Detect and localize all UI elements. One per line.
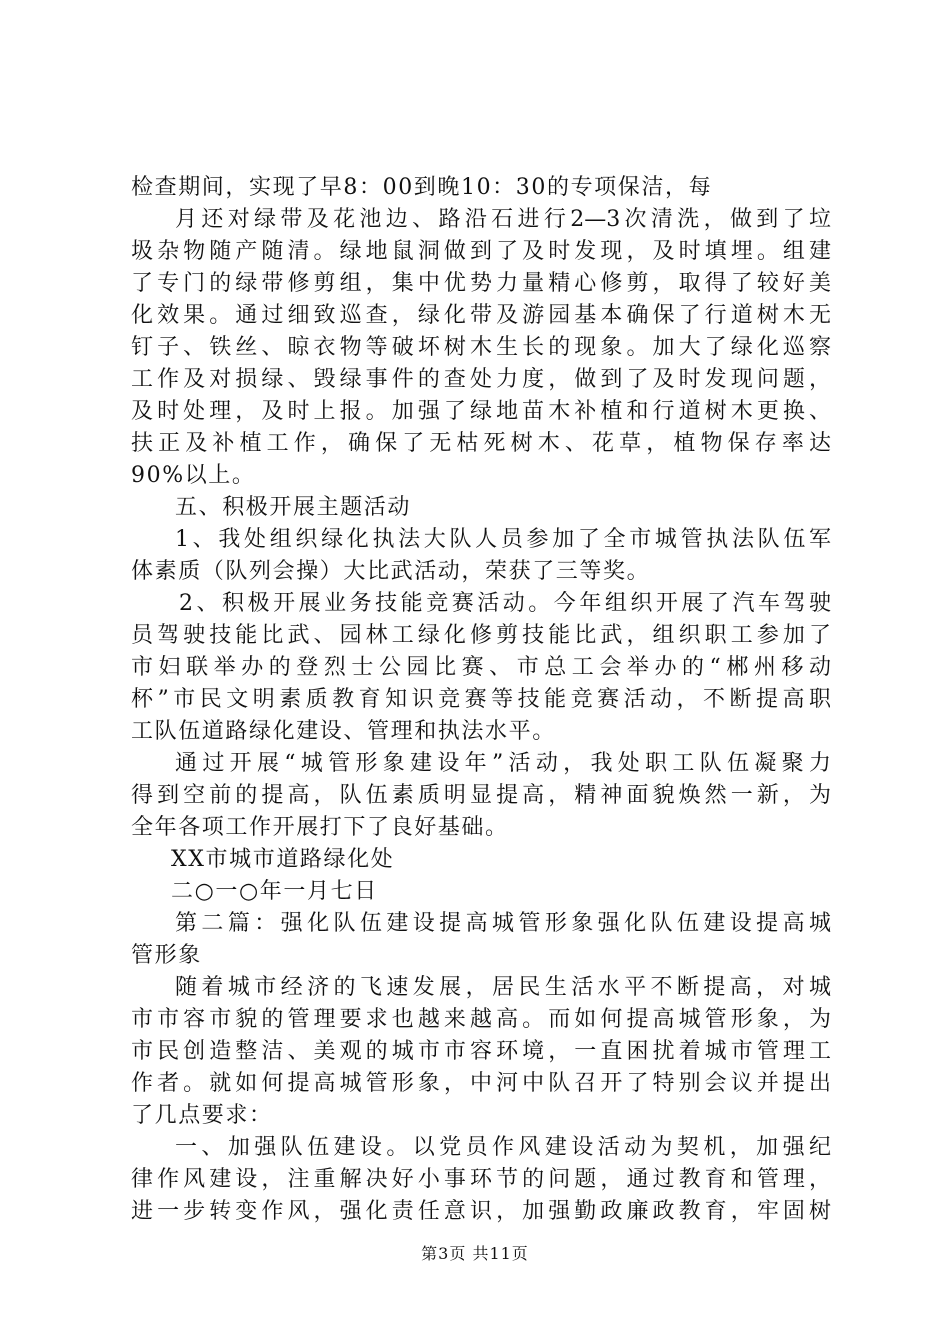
text-line: 市妇联举办的登烈士公园比赛、市总工会举办的“郴州移动 [131,655,831,680]
text-line: 员驾驶技能比武、园林工绿化修剪技能比武，组织职工参加了 [131,623,831,648]
text-line: 2、积极开展业务技能竞赛活动。今年组织开展了汽车驾驶 [179,591,831,616]
text-line: 月还对绿带及花池边、路沿石进行2—3次清洗，做到了垃 [175,207,831,232]
text-line: 1、我处组织绿化执法大队人员参加了全市城管执法队伍军 [175,527,831,552]
text-line: 得到空前的提高，队伍素质明显提高，精神面貌焕然一新，为 [131,783,831,808]
text-line: 检查期间，实现了早8：00到晚10：30的专项保洁，每 [131,175,713,200]
document-body [131,172,831,1228]
text-line: 律作风建设，注重解决好小事环节的问题，通过教育和管理， [131,1167,831,1192]
text-line: 工作及对损绿、毁绿事件的查处力度，做到了及时发现问题， [131,367,831,392]
text-line: 市市容市貌的管理要求也越来越高。而如何提高城管形象，为 [131,1007,831,1032]
text-line: 全年各项工作开展打下了良好基础。 [131,815,509,840]
text-line: 杯”市民文明素质教育知识竞赛等技能竞赛活动，不断提高职 [131,687,831,712]
section-heading: 五、积极开展主题活动 [175,495,412,520]
text-line: 市民创造整洁、美观的城市市容环境，一直困扰着城市管理工 [131,1039,831,1064]
text-line: 通过开展“城管形象建设年”活动，我处职工队伍凝聚力 [175,751,831,776]
signature-organization: XX市城市道路绿化处 [171,847,395,872]
text-line: 及时处理，及时上报。加强了绿地苗木补植和行道树木更换、 [131,399,831,424]
text-line: 扶正及补植工作，确保了无枯死树木、花草，植物保存率达 [131,431,831,456]
text-line: 圾杂物随产随清。绿地鼠洞做到了及时发现，及时填埋。组建 [131,239,831,264]
text-line: 90%以上。 [131,463,256,488]
chapter-title: 管形象 [131,943,202,968]
text-line: 化效果。通过细致巡查，绿化带及游园基本确保了行道树木无 [131,303,831,328]
text-line: 了专门的绿带修剪组，集中优势力量精心修剪，取得了较好美 [131,271,831,296]
text-line: 进一步转变作风，强化责任意识，加强勤政廉政教育，牢固树 [131,1199,831,1224]
text-line: 作者。就如何提高城管形象，中河中队召开了特别会议并提出 [131,1071,831,1096]
text-line: 随着城市经济的飞速发展，居民生活水平不断提高，对城 [175,975,831,1000]
text-line: 了几点要求： [131,1103,273,1128]
text-line: 钉子、铁丝、晾衣物等破坏树木生长的现象。加大了绿化巡察 [131,335,831,360]
page-number: 第3页 共11页 [421,1244,529,1263]
text-line: 工队伍道路绿化建设、管理和执法水平。 [131,719,556,744]
text-line: 体素质（队列会操）大比武活动，荣获了三等奖。 [131,559,651,584]
text-line: 一、加强队伍建设。以党员作风建设活动为契机，加强纪 [175,1135,831,1160]
signature-date: 二○一○年一月七日 [171,879,378,904]
chapter-title: 第二篇：强化队伍建设提高城管形象强化队伍建设提高城 [175,911,831,936]
